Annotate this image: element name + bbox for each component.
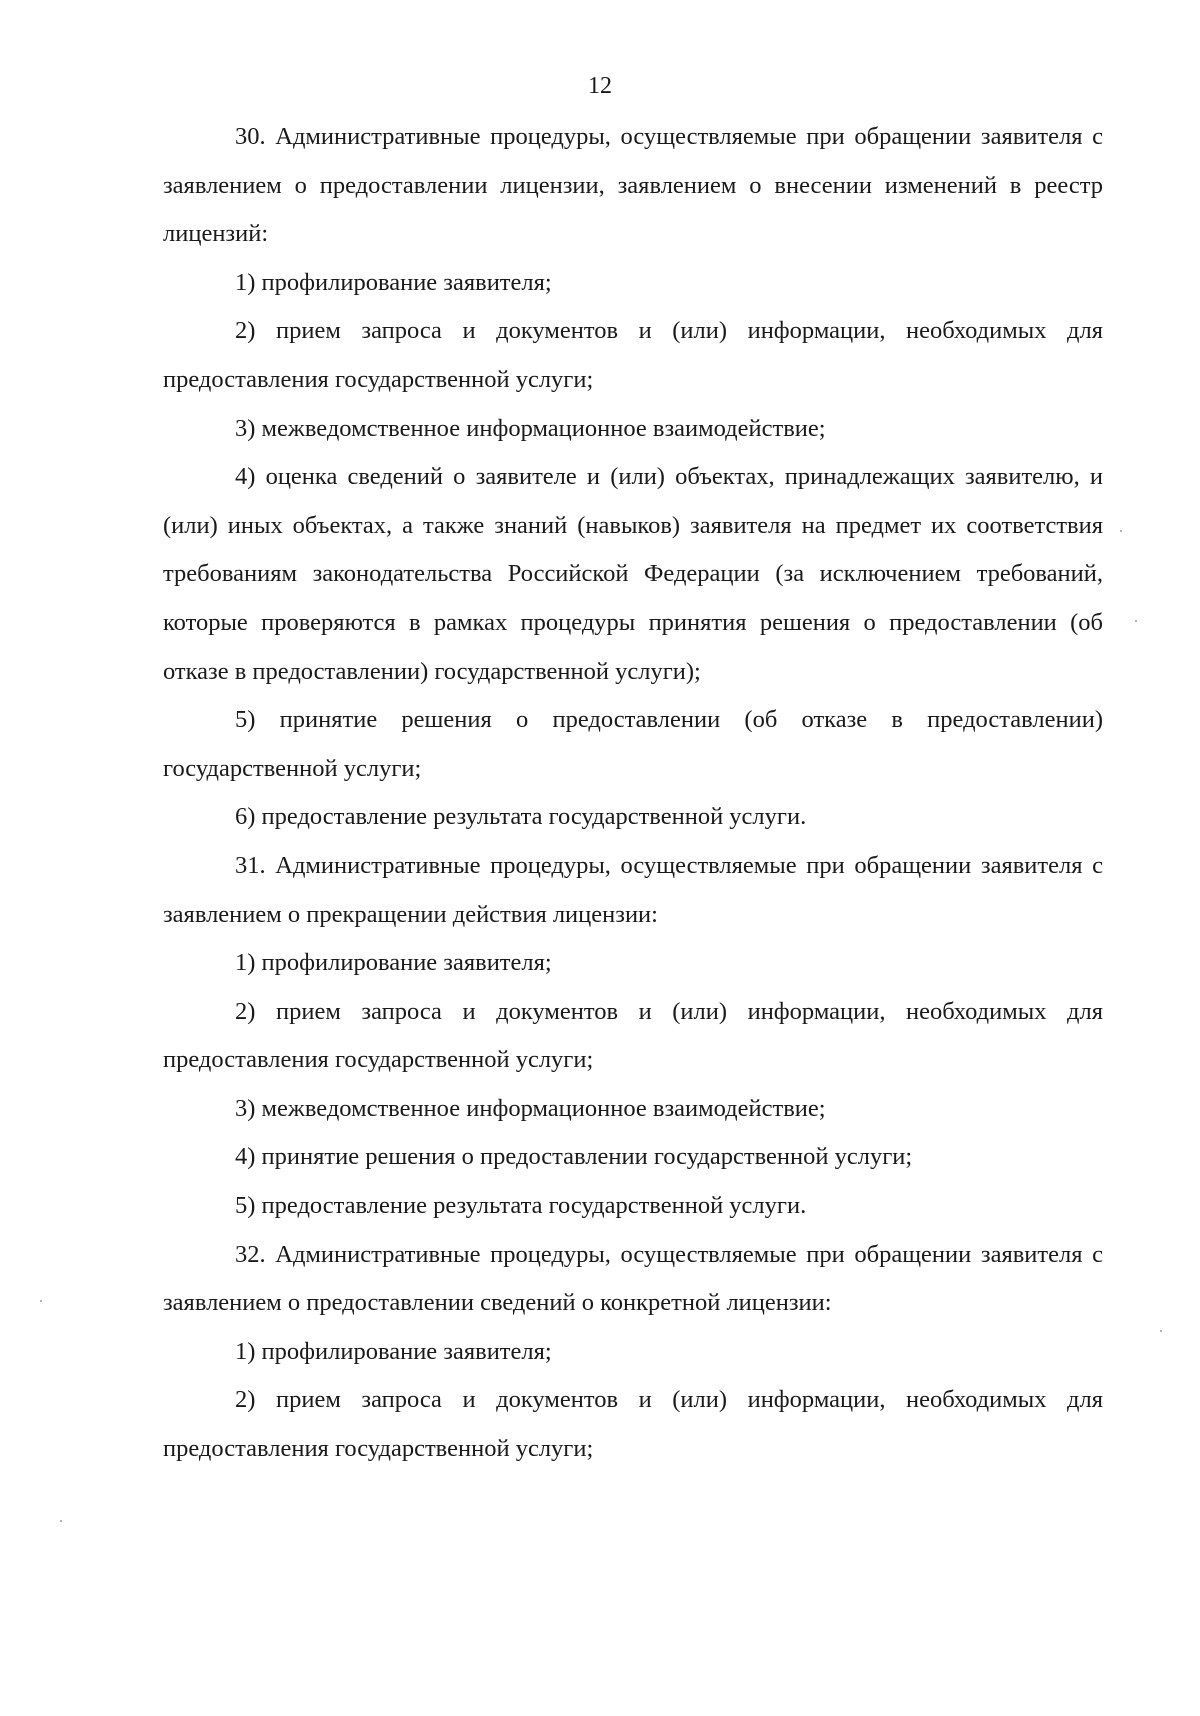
list-item: 3) межведомственное информационное взаимодействие; xyxy=(235,414,826,442)
document-body xyxy=(163,113,1103,1474)
scan-speck xyxy=(40,1300,42,1302)
list-item: 4) принятие решения о предоставлении государственной услуги; xyxy=(235,1143,913,1171)
page-number: 12 xyxy=(588,73,612,99)
scan-speck xyxy=(60,1520,62,1522)
list-item: 1) профилирование заявителя; xyxy=(235,1337,552,1365)
paragraph-31-intro: 31. Административные процедуры, осуществляемые при обращении заявителя с заявлением о прекращении действия лицензии: xyxy=(163,851,1103,928)
scan-speck xyxy=(1160,1330,1162,1332)
list-item: 1) профилирование заявителя; xyxy=(235,949,552,977)
list-item: 5) предоставление результата государственной услуги. xyxy=(235,1192,807,1220)
scan-speck xyxy=(1135,620,1137,622)
scan-speck xyxy=(1120,530,1122,532)
list-item: 5) принятие решения о предоставлении (об отказе в предоставлении) государственной услуги; xyxy=(163,706,1103,782)
paragraph-32-intro: 32. Административные процедуры, осуществляемые при обращении заявителя с заявлением о предоставлении сведений о конкретной лицензии: xyxy=(163,1240,1103,1317)
list-item: 6) предоставление результата государственной услуги. xyxy=(235,803,807,831)
list-item: 2) прием запроса и документов и (или) информации, необходимых для предоставления государственной услуги; xyxy=(163,317,1103,393)
list-item: 2) прием запроса и документов и (или) информации, необходимых для предоставления государственной услуги; xyxy=(163,997,1103,1074)
list-item: 3) межведомственное информационное взаимодействие; xyxy=(235,1094,826,1122)
list-item: 4) оценка сведений о заявителе и (или) объектах, принадлежащих заявителю, и (или) иных объектах, а также знаний (навыков) заявителя на предмет их соответствия требованиям законодательства Российской Федерации (за исключением требований, которые проверяются в рамках процедуры принятия решения о предоставлении (об отказе в предоставлении) государственной услуги); xyxy=(163,463,1103,685)
list-item: 2) прием запроса и документов и (или) информации, необходимых для предоставления государственной услуги; xyxy=(163,1386,1103,1463)
paragraph-30-intro: 30. Административные процедуры, осуществляемые при обращении заявителя с заявлением о предоставлении лицензии, заявлением о внесении изменений в реестр лицензий: xyxy=(163,123,1103,248)
list-item: 1) профилирование заявителя; xyxy=(235,268,552,296)
